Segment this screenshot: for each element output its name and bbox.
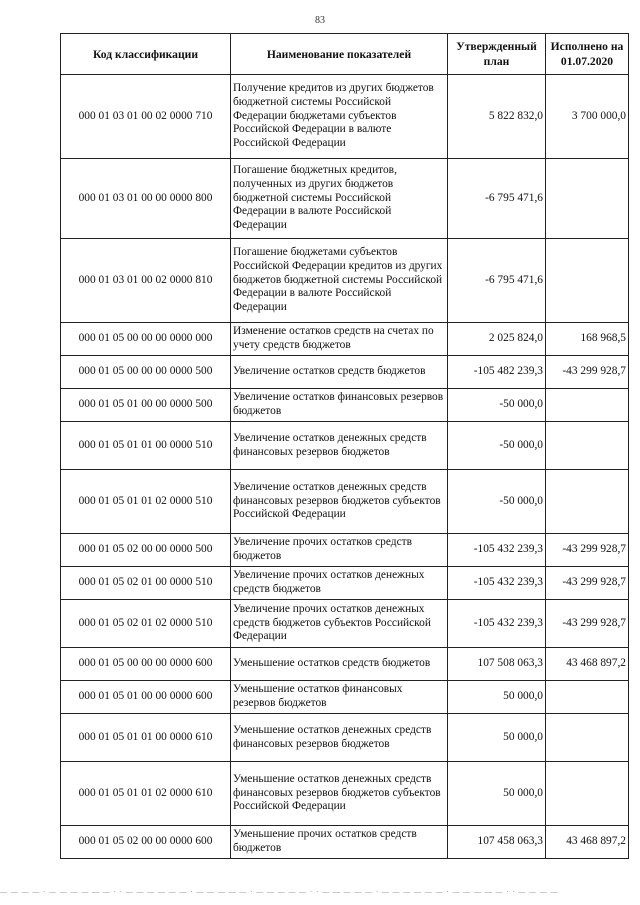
cell-executed [546,422,629,470]
cell-code: 000 01 05 01 01 00 0000 510 [61,422,231,470]
cell-plan: 107 458 063,3 [448,826,546,859]
table-body [61,75,629,859]
cell-code: 000 01 05 01 01 00 0000 610 [61,714,231,762]
cell-code: 000 01 03 01 00 02 0000 810 [61,239,231,323]
cell-plan: 107 508 063,3 [448,648,546,681]
header-row [61,34,629,75]
cell-plan: 50 000,0 [448,714,546,762]
cell-plan: 5 822 832,0 [448,75,546,159]
cell-name: Увеличение прочих остатков средств бюджетов [231,534,448,567]
cell-name: Увеличение остатков денежных средств финансовых резервов бюджетов субъектов Российской Федерации [231,470,448,534]
budget-table [60,33,629,859]
header-name: Наименование показателей [231,34,448,75]
cell-code: 000 01 03 01 00 00 0000 800 [61,159,231,239]
header-plan: Утвержденный план [448,34,546,75]
cell-plan: -105 432 239,3 [448,534,546,567]
cell-name: Получение кредитов из других бюджетов бюджетной системы Российской Федерации бюджетами субъектов Российской Федерации в валюте Российской Федерации [231,75,448,159]
cell-name: Увеличение остатков средств бюджетов [231,356,448,389]
table-row [61,648,629,681]
cell-executed [546,239,629,323]
cell-executed [546,470,629,534]
table-row [61,826,629,859]
cell-name: Погашение бюджетами субъектов Российской Федерации кредитов из других бюджетов бюджетной системы Российской Федерации в валюте Российской Федерации [231,239,448,323]
table-row [61,470,629,534]
cell-executed: 43 468 897,2 [546,648,629,681]
header-code: Код классификации [61,34,231,75]
table-row [61,534,629,567]
cell-plan: 2 025 824,0 [448,323,546,356]
cell-plan: 50 000,0 [448,762,546,826]
cell-name: Увеличение прочих остатков денежных средств бюджетов субъектов Российской Федерации [231,600,448,648]
cell-plan: -105 482 239,3 [448,356,546,389]
cell-code: 000 01 05 02 00 00 0000 600 [61,826,231,859]
table-row [61,356,629,389]
cell-plan: -105 432 239,3 [448,600,546,648]
cell-code: 000 01 05 01 00 00 0000 500 [61,389,231,422]
table-row [61,714,629,762]
table-row [61,567,629,600]
table-row [61,389,629,422]
table-row [61,600,629,648]
cell-executed: 43 468 897,2 [546,826,629,859]
cell-executed [546,762,629,826]
cell-executed [546,714,629,762]
table-row [61,239,629,323]
table-row [61,681,629,714]
cell-plan: -6 795 471,6 [448,239,546,323]
cell-code: 000 01 05 01 00 00 0000 600 [61,681,231,714]
cell-code: 000 01 05 01 01 02 0000 510 [61,470,231,534]
cell-plan: -50 000,0 [448,422,546,470]
cell-executed [546,389,629,422]
cell-executed [546,159,629,239]
table-row [61,159,629,239]
cell-executed: -43 299 928,7 [546,356,629,389]
cell-plan: -6 795 471,6 [448,159,546,239]
table-row [61,323,629,356]
cell-name: Уменьшение остатков денежных средств финансовых резервов бюджетов [231,714,448,762]
cell-name: Увеличение остатков денежных средств финансовых резервов бюджетов [231,422,448,470]
cell-code: 000 01 05 02 01 02 0000 510 [61,600,231,648]
cell-plan: -50 000,0 [448,389,546,422]
cell-name: Погашение бюджетных кредитов, полученных из других бюджетов бюджетной системы Российской Федерации в валюте Российской Федерации [231,159,448,239]
cell-name: Уменьшение остатков средств бюджетов [231,648,448,681]
cell-code: 000 01 05 00 00 00 0000 500 [61,356,231,389]
cell-executed: -43 299 928,7 [546,534,629,567]
cell-plan: 50 000,0 [448,681,546,714]
cell-executed [546,681,629,714]
cell-name: Уменьшение прочих остатков средств бюджетов [231,826,448,859]
cell-executed: -43 299 928,7 [546,600,629,648]
cell-executed: 3 700 000,0 [546,75,629,159]
cell-name: Увеличение прочих остатков денежных средств бюджетов [231,567,448,600]
cell-name: Изменение остатков средств на счетах по учету средств бюджетов [231,323,448,356]
cell-code: 000 01 05 02 00 00 0000 500 [61,534,231,567]
cell-code: 000 01 05 01 01 02 0000 610 [61,762,231,826]
table-row [61,762,629,826]
cell-code: 000 01 05 00 00 00 0000 000 [61,323,231,356]
page-number: 83 [315,15,325,26]
cell-code: 000 01 05 00 00 00 0000 600 [61,648,231,681]
cell-plan: -50 000,0 [448,470,546,534]
header-executed: Исполнено на 01.07.2020 [546,34,629,75]
footer-scan-artifact: — — — — · — — — — — — · · — — — — — — · — — — — — · — — — — — · · — — — — — · — — — — — — · — — — — — · · — — — — [0,888,559,896]
cell-executed: -43 299 928,7 [546,567,629,600]
cell-executed: 168 968,5 [546,323,629,356]
cell-code: 000 01 05 02 01 00 0000 510 [61,567,231,600]
cell-name: Увеличение остатков финансовых резервов бюджетов [231,389,448,422]
cell-name: Уменьшение остатков денежных средств финансовых резервов бюджетов субъектов Российской Федерации [231,762,448,826]
table-row [61,75,629,159]
table-header [61,34,629,75]
cell-code: 000 01 03 01 00 02 0000 710 [61,75,231,159]
cell-name: Уменьшение остатков финансовых резервов бюджетов [231,681,448,714]
cell-plan: -105 432 239,3 [448,567,546,600]
table-row [61,422,629,470]
